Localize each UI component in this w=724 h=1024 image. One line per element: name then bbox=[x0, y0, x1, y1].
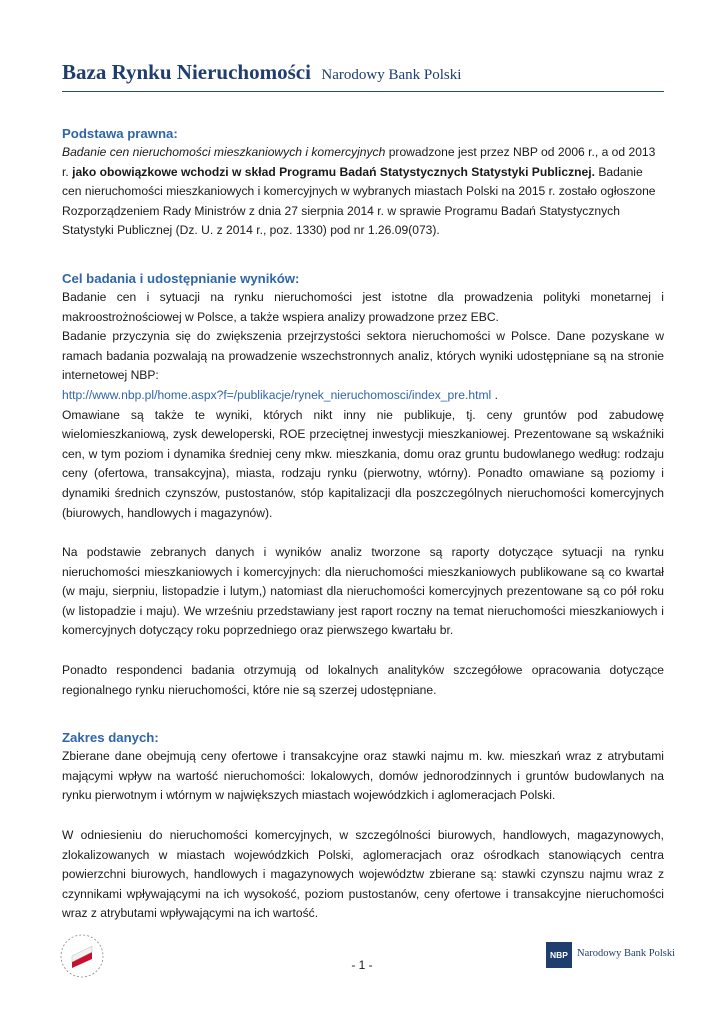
nbp-logo-icon: NBP bbox=[546, 942, 572, 968]
scope-heading: Zakres danych: bbox=[62, 730, 159, 746]
page-header bbox=[62, 60, 664, 92]
real-estate-federation-logo-icon bbox=[58, 932, 106, 980]
document-body bbox=[62, 124, 664, 924]
page-title: Baza Rynku Nieruchomości bbox=[62, 60, 311, 84]
nbp-logo-text: Narodowy Bank Polski bbox=[577, 948, 675, 959]
legal-basis-heading: Podstawa prawna: bbox=[62, 126, 178, 141]
purpose-paragraph-4: Na podstawie zebranych danych i wyników analiz tworzone są raporty dotyczące sytuacji na rynku nieruchomości mieszkaniowych i komercyjnych: dla nieruchomości mieszkaniowych publikowane są co kwartał (w maju, sierpniu, listopadzie i lutym,) natomiast dla nieruchomości komercyjnych prezentowane są co pół roku (w listopadzie i maju). We wrześniu przedstawiany jest raport roczny na temat nieruchomości mieszkaniowych i komercyjnych dotyczący roku poprzedniego oraz pierwszego kwartału br. bbox=[62, 545, 664, 638]
legal-text-1: prowadzone jest przez NBP od 2006 r., a od 2013 r. bbox=[62, 145, 656, 179]
legal-italic-text: Badanie cen nieruchomości mieszkaniowych i komercyjnych bbox=[62, 145, 386, 159]
link-suffix: . bbox=[491, 387, 498, 402]
legal-bold-text: jako obowiązkowe wchodzi w skład Programu Badań Statystycznych Statystyki Publicznej. bbox=[72, 164, 595, 179]
purpose-paragraph-3: Omawiane są także te wyniki, których nikt inny nie publikuje, tj. ceny gruntów pod zabudowę wielomieszkaniową, zysk deweloperski, ROE przeciętnej inwestycji mieszkaniowej. Prezentowane są wskaźniki cen, w tym poziom i dynamika średniej ceny mkw. mieszkania, domu oraz gruntu budowlanego według: rodzaju ceny (ofertowa, transakcyjna), miasta, rodzaju rynku (pierwotny, wtórny). Ponadto omawiane są poziomy i dynamiki średnich czynszów, pustostanów, stóp kapitalizacji dla poszczególnych nieruchomości komercyjnych (biurowych, handlowych i magazynów). bbox=[62, 407, 664, 520]
nbp-link-line bbox=[62, 386, 664, 406]
legal-basis-paragraph bbox=[62, 143, 664, 241]
purpose-paragraph-5: Ponadto respondenci badania otrzymują od lokalnych analityków szczegółowe opracowania dotyczące regionalnego rynku nieruchomości, które nie są szerzej udostępniane. bbox=[62, 663, 664, 697]
scope-paragraph-2: W odniesieniu do nieruchomości komercyjnych, w szczególności biurowych, handlowych, magazynowych, zlokalizowanych w miastach wojewódzkich Polski, aglomeracjach oraz ośrodkach stanowiących centra powierzchni biurowych, handlowych i magazynowych województw zbierane są: stawki czynszu najmu wraz z czynnikami wpływającymi na ich wysokość, poziom pustostanów, ceny ofertowe i transakcyjne nieruchomości wraz z atrybutami wpływającymi na ich wartość. bbox=[62, 828, 664, 921]
page-subtitle: Narodowy Bank Polski bbox=[321, 67, 462, 83]
purpose-paragraph-1: Badanie cen i sytuacji na rynku nieruchomości jest istotne dla prowadzenia polityki monetarnej i makroostrożnościowej w Polsce, a także wspiera analizy prowadzone przez EBC. bbox=[62, 289, 664, 324]
scope-paragraph-1: Zbierane dane obejmują ceny ofertowe i transakcyjne oraz stawki najmu m. kw. mieszkań wraz z atrybutami mającymi wpływ na wartość nieruchomości: lokalowych, domów jednorodzinnych i gruntów budowlanych na rynku pierwotnym i wtórnym w największych miastach wojewódzkich i aglomeracjach Polski. bbox=[62, 749, 664, 803]
legal-text-2: Badanie cen nieruchomości mieszkaniowych i komercyjnych w wybranych miastach Polski na 2015 r. zostało ogłoszone Rozporządzeniem Rady Ministrów z dnia 27 sierpnia 2014 r. w sprawie Programu Badań Statystycznych Statystyki Publicznej (Dz. U. z 2014 r., poz. 1330) pod nr 1.26.09(073). bbox=[62, 164, 656, 238]
purpose-heading: Cel badania i udostępnianie wyników: bbox=[62, 270, 300, 286]
page-number: - 1 - bbox=[351, 958, 373, 972]
nbp-publication-link[interactable]: http://www.nbp.pl/home.aspx?f=/publikacje/rynek_nieruchomosci/index_pre.html bbox=[62, 387, 492, 402]
purpose-paragraph-2: Badanie przyczynia się do zwiększenia przejrzystości sektora nieruchomości w Polsce. Dane pozyskane w ramach badania pozwalają na prowadzenie wszechstronnych analiz, których wyniki udostępniane są na stronie internetowej NBP: bbox=[62, 329, 664, 383]
